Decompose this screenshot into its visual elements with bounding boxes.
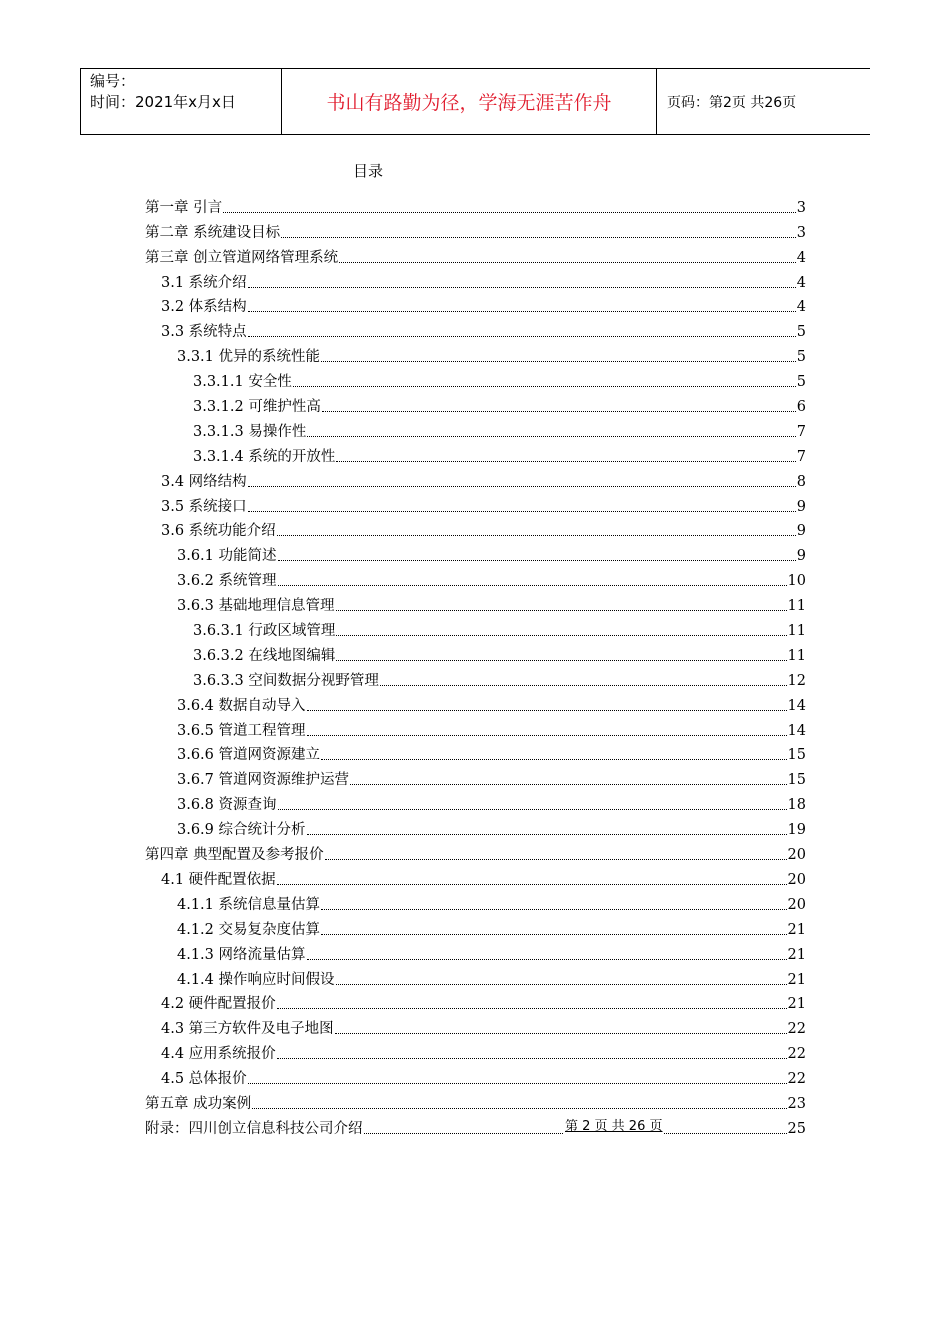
toc-entry-label: 4.5 总体报价 [161,1071,247,1088]
toc-entry[interactable] [145,690,806,715]
toc-entry-page: 4 [796,249,806,266]
document-time-label: 时间：2021年x月x日 [90,93,236,111]
toc-entry-page: 5 [796,324,806,341]
toc-entry-page: 9 [796,523,806,540]
toc-entry-page: 20 [787,847,806,864]
toc-entry-label: 4.2 硬件配置报价 [161,996,276,1013]
toc-entry-page: 9 [796,548,806,565]
toc-entry[interactable] [145,914,806,939]
toc-entry-label: 3.6.7 管道网资源维护运营 [177,772,350,789]
toc-leader-dots [278,560,796,561]
toc-entry-page: 23 [787,1095,806,1112]
toc-entry-page: 20 [787,871,806,888]
toc-entry-page: 19 [787,822,806,839]
toc-entry[interactable] [145,416,806,441]
toc-entry-label: 3.1 系统介绍 [161,274,247,291]
toc-entry[interactable] [145,267,806,292]
toc-entry[interactable] [145,740,806,765]
toc-entry[interactable] [145,466,806,491]
header-meta [81,69,282,134]
toc-entry-page: 15 [787,747,806,764]
toc-entry-label: 3.6.5 管道工程管理 [177,722,306,739]
toc-entry-label: 3.6 系统功能介绍 [161,523,276,540]
toc-entry-label: 3.6.1 功能简述 [177,548,277,565]
toc-entry-label: 3.6.2 系统管理 [177,573,277,590]
toc-entry[interactable] [145,441,806,466]
toc-entry-label: 4.4 应用系统报价 [161,1046,276,1063]
toc-entry[interactable] [145,590,806,615]
toc-entry-label: 3.6.4 数据自动导入 [177,697,306,714]
toc-entry-label: 3.6.3.2 在线地图编辑 [193,647,336,664]
toc-entry[interactable] [145,192,806,217]
toc-entry-page: 22 [787,1021,806,1038]
toc-leader-dots [278,809,787,810]
toc-entry-label: 3.4 网络结构 [161,473,247,490]
toc-entry[interactable] [145,640,806,665]
toc-entry-label: 3.3.1 优异的系统性能 [177,349,321,366]
toc-entry-page: 20 [787,896,806,913]
toc-entry-page: 7 [796,448,806,465]
toc-entry[interactable] [145,1088,806,1113]
toc-entry-label: 3.3.1.2 可维护性高 [193,399,321,416]
toc-leader-dots [335,1033,787,1034]
toc-leader-dots [248,336,796,337]
toc-entry-page: 4 [796,274,806,291]
toc-entry[interactable] [145,715,806,740]
toc-entry[interactable] [145,1113,806,1138]
toc-title: 目录 [352,162,383,180]
toc-entry-label: 4.1.1 系统信息量估算 [177,896,321,913]
toc-entry-label: 4.1.4 操作响应时间假设 [177,971,335,988]
toc-entry-label: 4.1 硬件配置依据 [161,871,276,888]
toc-leader-dots [248,311,796,312]
toc-entry-label: 3.3.1.3 易操作性 [193,423,307,440]
toc-entry-page: 11 [787,647,806,664]
toc-leader-dots [380,685,787,686]
toc-entry[interactable] [145,516,806,541]
toc-leader-dots [307,436,795,437]
toc-leader-dots [336,984,787,985]
toc-leader-dots [281,237,796,238]
toc-entry[interactable] [145,939,806,964]
toc-leader-dots [336,610,787,611]
table-of-contents [145,192,806,1138]
toc-leader-dots [223,212,796,213]
toc-entry[interactable] [145,839,806,864]
toc-entry-label: 第五章 成功案例 [145,1095,252,1112]
toc-entry[interactable] [145,565,806,590]
toc-entry[interactable] [145,316,806,341]
toc-entry-page: 6 [796,399,806,416]
toc-entry-label: 3.3.1.4 系统的开放性 [193,448,336,465]
document-number-label: 编号： [90,72,136,90]
toc-leader-dots [336,461,795,462]
toc-entry-page: 22 [787,1071,806,1088]
toc-entry[interactable] [145,292,806,317]
toc-entry-page: 5 [796,374,806,391]
toc-entry-page: 12 [787,672,806,689]
toc-entry-page: 3 [796,224,806,241]
toc-leader-dots [307,959,787,960]
toc-entry-page: 9 [796,498,806,515]
toc-entry[interactable] [145,889,806,914]
toc-entry-page: 5 [796,349,806,366]
toc-entry-label: 3.5 系统接口 [161,498,247,515]
toc-entry-page: 10 [787,573,806,590]
toc-leader-dots [248,287,796,288]
toc-entry[interactable] [145,391,806,416]
toc-entry-label: 第二章 系统建设目标 [145,224,281,241]
toc-entry-label: 第一章 引言 [145,199,223,216]
toc-leader-dots [277,535,796,536]
toc-entry-page: 14 [787,697,806,714]
toc-leader-dots [248,486,796,487]
toc-entry-label: 3.3 系统特点 [161,324,247,341]
toc-leader-dots [277,1008,787,1009]
toc-entry-label: 3.3.1.1 安全性 [193,374,292,391]
toc-leader-dots [307,710,787,711]
toc-leader-dots [293,386,796,387]
toc-entry-label: 3.6.3 基础地理信息管理 [177,598,335,615]
toc-entry-page: 21 [787,996,806,1013]
toc-entry-label: 3.6.8 资源查询 [177,797,277,814]
header-motto: 书山有路勤为径，学海无涯苦作舟 [282,69,657,134]
toc-entry[interactable] [145,366,806,391]
toc-entry-page: 15 [787,772,806,789]
header-page-info: 页码：第2页 共26页 [667,94,797,111]
toc-leader-dots [350,784,787,785]
toc-entry[interactable] [145,814,806,839]
toc-entry-page: 21 [787,946,806,963]
toc-leader-dots [307,735,787,736]
toc-leader-dots [321,934,787,935]
toc-entry-label: 4.1.3 网络流量估算 [177,946,306,963]
page-header [80,68,870,135]
toc-entry-page: 18 [787,797,806,814]
toc-leader-dots [321,759,787,760]
toc-entry-label: 3.6.6 管道网资源建立 [177,747,321,764]
toc-entry-page: 22 [787,1046,806,1063]
toc-entry-label: 3.6.3.3 空间数据分视野管理 [193,672,379,689]
toc-leader-dots [339,262,796,263]
toc-leader-dots [277,884,787,885]
toc-entry-label: 附录：四川创立信息科技公司介绍 [145,1120,363,1137]
toc-leader-dots [322,411,796,412]
toc-entry-label: 4.3 第三方软件及电子地图 [161,1021,334,1038]
toc-leader-dots [336,635,786,636]
toc-entry[interactable] [145,989,806,1014]
toc-entry[interactable] [145,1063,806,1088]
toc-entry-label: 3.2 体系结构 [161,299,247,316]
toc-entry[interactable] [145,764,806,789]
toc-entry-label: 第三章 创立管道网络管理系统 [145,249,339,266]
footer-page-mark: 第 2 页 共 26 页 [563,1115,664,1134]
toc-entry-label: 3.6.9 综合统计分析 [177,822,306,839]
toc-entry[interactable] [145,1013,806,1038]
toc-entry-label: 4.1.2 交易复杂度估算 [177,921,321,938]
toc-entry[interactable] [145,491,806,516]
toc-leader-dots [248,511,796,512]
toc-entry-label: 3.6.3.1 行政区域管理 [193,623,336,640]
toc-leader-dots [248,1083,787,1084]
toc-entry-page: 11 [787,598,806,615]
toc-entry-page: 25 [787,1120,806,1137]
toc-entry[interactable] [145,615,806,640]
toc-entry[interactable] [145,540,806,565]
toc-leader-dots [277,1058,787,1059]
toc-leader-dots [336,660,786,661]
toc-entry[interactable] [145,864,806,889]
toc-leader-dots [252,1108,786,1109]
toc-entry[interactable] [145,665,806,690]
toc-entry-page: 11 [787,623,806,640]
toc-leader-dots [321,361,796,362]
toc-entry-page: 21 [787,921,806,938]
toc-entry-page: 8 [796,473,806,490]
toc-leader-dots [278,585,787,586]
toc-leader-dots [325,859,787,860]
toc-entry[interactable] [145,217,806,242]
toc-entry-page: 14 [787,722,806,739]
toc-leader-dots [307,834,787,835]
toc-entry-page: 7 [796,423,806,440]
toc-entry[interactable] [145,341,806,366]
toc-entry[interactable] [145,1038,806,1063]
toc-entry-page: 21 [787,971,806,988]
toc-entry-page: 3 [796,199,806,216]
toc-entry-label: 第四章 典型配置及参考报价 [145,847,324,864]
toc-entry[interactable] [145,242,806,267]
toc-leader-dots [321,909,787,910]
toc-entry-page: 4 [796,299,806,316]
toc-entry[interactable] [145,789,806,814]
toc-entry[interactable] [145,964,806,989]
